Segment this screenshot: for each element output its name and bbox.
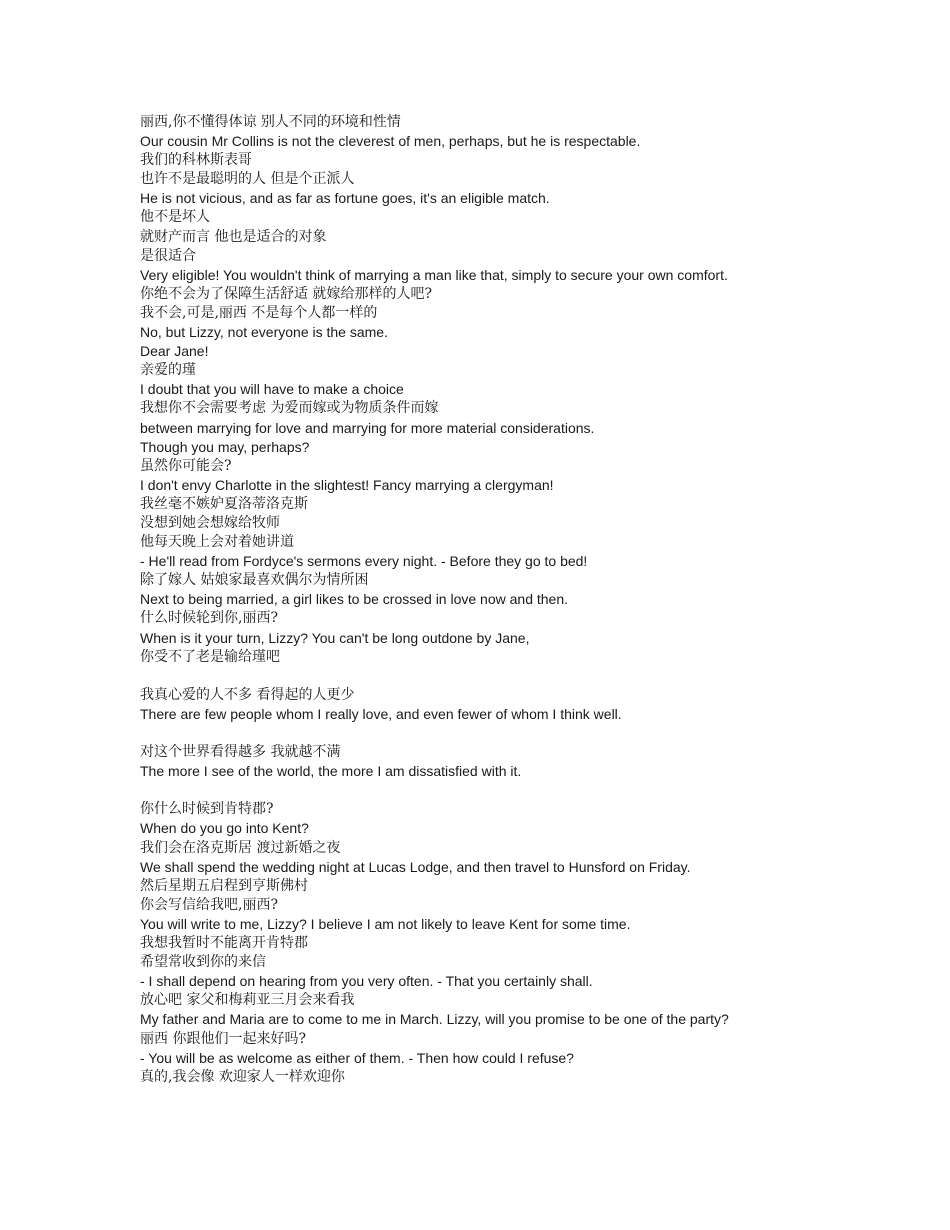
chinese-subtitle-line: 真的,我会像 欢迎家人一样欢迎你 — [140, 1068, 345, 1085]
chinese-subtitle-line: 希望常收到你的来信 — [140, 954, 266, 971]
english-subtitle-line: I don't envy Charlotte in the slightest! Fancy marrying a clergyman! — [140, 476, 554, 493]
blank-line — [140, 781, 920, 800]
chinese-subtitle-line: 丽西,你不懂得体谅 别人不同的环境和性情 — [140, 114, 401, 130]
chinese-subtitle-line: 我们的科林斯表哥 — [140, 152, 252, 169]
chinese-subtitle-line: 他每天晚上会对着她讲道 — [140, 534, 294, 551]
chinese-subtitle-line: 然后星期五启程到亨斯佛村 — [140, 877, 308, 894]
chinese-subtitle-line: 你什么时候到肯特郡? — [140, 801, 274, 818]
chinese-subtitle-line: 丽西 你跟他们一起来好吗? — [140, 1030, 306, 1047]
chinese-subtitle-line: 我想我暂时不能离开肯特郡 — [140, 935, 308, 952]
subtitle-text-body — [140, 113, 920, 1087]
chinese-subtitle-line: 也许不是最聪明的人 但是个正派人 — [140, 171, 355, 188]
chinese-subtitle-line: 我想你不会需要考虑 为爱而嫁或为物质条件而嫁 — [140, 400, 439, 417]
chinese-subtitle-line: 对这个世界看得越多 我就越不满 — [140, 744, 341, 761]
chinese-subtitle-line: 你绝不会为了保障生活舒适 就嫁给那样的人吧? — [140, 285, 432, 302]
chinese-subtitle-line: 我真心爱的人不多 看得起的人更少 — [140, 686, 355, 703]
english-subtitle-line: There are few people whom I really love, and even fewer of whom I think well. — [140, 705, 622, 722]
english-subtitle-line: When do you go into Kent? — [140, 820, 309, 837]
english-subtitle-line: - He'll read from Fordyce's sermons every night. - Before they go to bed! — [140, 553, 588, 570]
english-subtitle-line: Next to being married, a girl likes to be crossed in love now and then. — [140, 591, 569, 608]
english-subtitle-line: Our cousin Mr Collins is not the cleverest of men, perhaps, but he is respectable. — [140, 133, 641, 150]
chinese-subtitle-line: 我们会在洛克斯居 渡过新婚之夜 — [140, 839, 341, 856]
english-subtitle-line: - I shall depend on hearing from you very often. - That you certainly shall. — [140, 973, 593, 990]
english-subtitle-line: My father and Maria are to come to me in March. Lizzy, will you promise to be one of the party? — [140, 1011, 729, 1028]
blank-line — [140, 724, 920, 743]
english-subtitle-line: The more I see of the world, the more I am dissatisfied with it. — [140, 763, 522, 780]
english-subtitle-line: When is it your turn, Lizzy? You can't be long outdone by Jane, — [140, 629, 530, 646]
english-subtitle-line: I doubt that you will have to make a choice — [140, 381, 404, 398]
chinese-subtitle-line: 什么时候轮到你,丽西? — [140, 610, 278, 627]
chinese-subtitle-line: 除了嫁人 姑娘家最喜欢偶尔为情所困 — [140, 572, 369, 589]
chinese-subtitle-line: 我不会,可是,丽西 不是每个人都一样的 — [140, 304, 378, 321]
chinese-subtitle-line: 没想到她会想嫁给牧师 — [140, 514, 280, 531]
chinese-subtitle-line: 亲爱的瑾 — [140, 362, 196, 379]
blank-line — [140, 667, 920, 686]
english-subtitle-line: between marrying for love and marrying for more material considerations. — [140, 419, 595, 436]
english-subtitle-line: - You will be as welcome as either of them. - Then how could I refuse? — [140, 1049, 574, 1066]
english-subtitle-line: Dear Jane! — [140, 343, 209, 360]
chinese-subtitle-line: 放心吧 家父和梅莉亚三月会来看我 — [140, 992, 355, 1009]
chinese-subtitle-line: 他不是坏人 — [140, 209, 210, 226]
english-subtitle-line: We shall spend the wedding night at Lucas Lodge, and then travel to Hunsford on Friday. — [140, 858, 691, 875]
chinese-subtitle-line: 虽然你可能会? — [140, 457, 232, 474]
chinese-subtitle-line: 就财产而言 他也是适合的对象 — [140, 228, 327, 245]
chinese-subtitle-line: 是很适合 — [140, 247, 196, 264]
english-subtitle-line: No, but Lizzy, not everyone is the same. — [140, 324, 388, 341]
english-subtitle-line: Very eligible! You wouldn't think of marrying a man like that, simply to secure your own comfort. — [140, 266, 728, 283]
english-subtitle-line: Though you may, perhaps? — [140, 438, 310, 455]
chinese-subtitle-line: 我丝毫不嫉妒夏洛蒂洛克斯 — [140, 495, 308, 512]
chinese-subtitle-line: 你受不了老是输给瑾吧 — [140, 648, 280, 665]
chinese-subtitle-line: 你会写信给我吧,丽西? — [140, 896, 278, 913]
english-subtitle-line: He is not vicious, and as far as fortune goes, it's an eligible match. — [140, 190, 550, 207]
english-subtitle-line: You will write to me, Lizzy? I believe I am not likely to leave Kent for some time. — [140, 915, 631, 932]
